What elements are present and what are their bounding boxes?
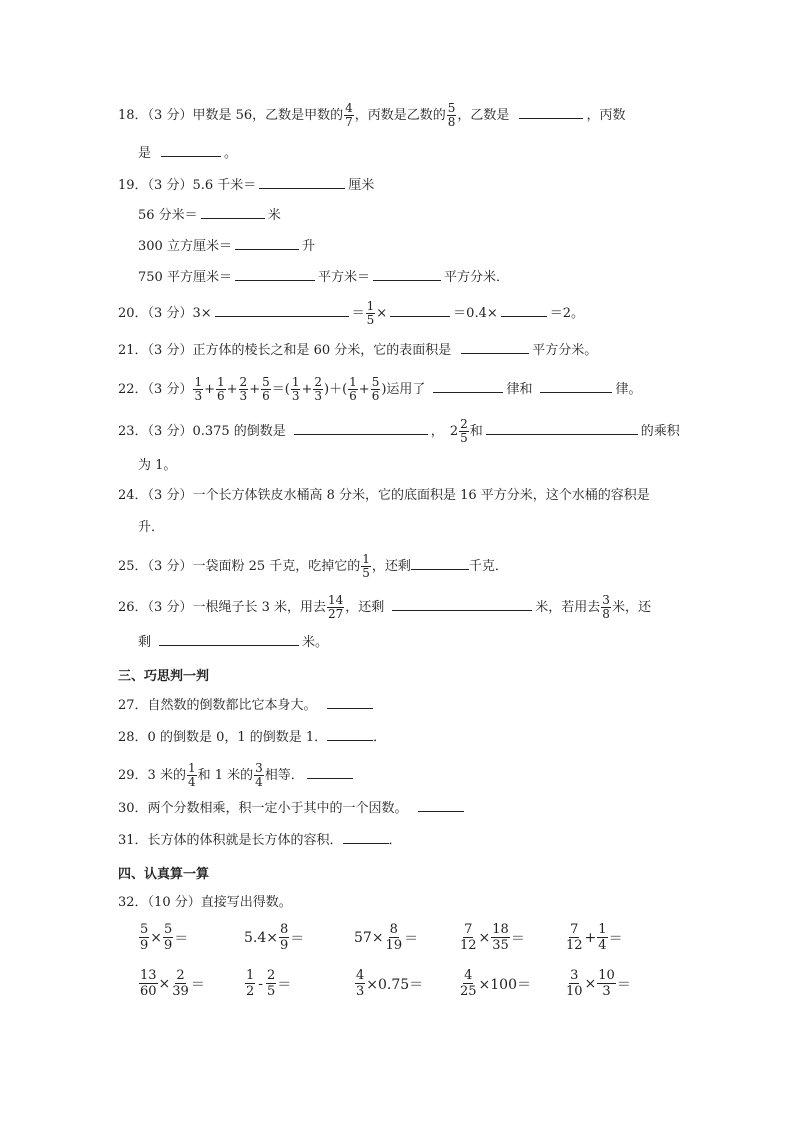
answer-blank[interactable] <box>501 304 547 317</box>
q29-text: 29．3 米的 <box>118 768 186 783</box>
q24-text: 升． <box>138 520 165 535</box>
q19-text: 厘米 <box>348 178 375 193</box>
fraction: $\frac{1}{3}$ <box>291 375 300 403</box>
question-18 <box>118 102 625 129</box>
fraction: $\frac{1}{3}$ <box>194 375 203 403</box>
fraction: $\frac{5}{6}$ <box>262 375 270 403</box>
section-heading: 四、认真算一算 <box>118 867 210 882</box>
question-25 <box>118 553 508 580</box>
answer-blank[interactable] <box>519 106 583 119</box>
section-heading: 三、巧思判一判 <box>118 669 210 684</box>
q19-text: 19．（3 分）5.6 千米＝ <box>118 178 257 193</box>
q30-text: 30．两个分数相乘，积一定小于其中的一个因数。 <box>118 801 408 816</box>
q20-text: × <box>376 306 388 321</box>
question-19-line2 <box>138 206 281 226</box>
calc-item: 57× $\frac{8}{19}$ ＝ <box>354 922 419 953</box>
calc-item: $\frac{4}{25}$ ×100＝ <box>460 968 531 999</box>
question-18-line2 <box>138 144 237 164</box>
question-19-line4 <box>138 268 509 288</box>
q20-text: ＝0.4× <box>453 306 498 321</box>
calc-item: $\frac{5}{9}$ × $\frac{5}{9}$ ＝ <box>140 922 189 953</box>
q21-text: 21．（3 分）正方体的棱长之和是 60 分米，它的表面积是 <box>118 343 452 358</box>
q19-text: 升 <box>301 239 315 254</box>
q21-text: 平方分米。 <box>532 343 598 358</box>
answer-blank[interactable] <box>343 831 389 844</box>
question-26 <box>118 594 651 621</box>
q29-text: 相等． <box>264 768 304 783</box>
question-32 <box>118 893 292 913</box>
mixed-number-whole: 2 <box>449 424 459 439</box>
q32-text: 32．（10 分）直接写出得数。 <box>118 895 292 910</box>
q20-text: ＝2。 <box>549 306 585 321</box>
q19-text: 平方米＝ <box>317 270 370 285</box>
q22-text: 22．（3 分） <box>118 382 193 397</box>
question-19 <box>118 176 374 196</box>
q26-text: 米，若用去 <box>535 600 601 615</box>
plus-sign: + <box>358 382 370 397</box>
q19-text: 平方分米． <box>443 270 509 285</box>
answer-blank[interactable] <box>433 380 503 393</box>
q23-text: ， <box>430 424 444 439</box>
q23-text: 的乘积 <box>640 424 680 439</box>
equals-paren: ＝( <box>271 382 290 397</box>
fraction: $\frac{14}{27}$ <box>327 593 344 621</box>
fraction: $\frac{3}{4}$ <box>255 761 263 789</box>
q28-text: ． <box>373 730 387 745</box>
plus-sign: + <box>226 382 238 397</box>
answer-blank[interactable] <box>418 799 464 812</box>
q18-text: ，丙数 <box>586 108 626 123</box>
q23-text: 23．（3 分）0.375 的倒数是 <box>118 424 286 439</box>
calc-item: $\frac{7}{12}$ + $\frac{1}{4}$ ＝ <box>566 922 623 953</box>
fraction: $\frac{5}{6}$ <box>371 375 380 403</box>
close-paren: ) <box>324 382 330 397</box>
answer-blank[interactable] <box>486 422 638 435</box>
answer-blank[interactable] <box>390 304 450 317</box>
fraction: $\frac{1}{6}$ <box>349 375 357 403</box>
answer-blank[interactable] <box>461 341 529 354</box>
question-23 <box>118 418 680 445</box>
q18-text: ，丙数是乙数的 <box>354 108 446 123</box>
plus-sign: + <box>249 382 261 397</box>
q31-text: 31．长方体的体积就是长方体的容积． <box>118 833 343 848</box>
answer-blank[interactable] <box>294 422 428 435</box>
fraction: $\frac{4}{7}$ <box>345 101 353 129</box>
answer-blank[interactable] <box>215 304 349 317</box>
close-paren: ) <box>381 382 387 397</box>
q19-text: 56 分米＝ <box>138 208 198 223</box>
answer-blank[interactable] <box>540 380 612 393</box>
fraction: $\frac{1}{4}$ <box>187 761 196 789</box>
q26-text: 米。 <box>302 635 329 650</box>
q22-text: 律和 <box>506 382 533 397</box>
q25-text: 千克． <box>468 559 508 574</box>
q23-text: 为 1。 <box>138 458 177 473</box>
fraction: $\frac{2}{3}$ <box>314 375 322 403</box>
q28-text: 28．0 的倒数是 0，1 的倒数是 1． <box>118 730 328 745</box>
question-27 <box>118 696 376 716</box>
q26-text: 剩 <box>138 635 152 650</box>
q18-text: 18．（3 分）甲数是 56，乙数是甲数的 <box>118 108 344 123</box>
question-19-line3 <box>138 237 315 257</box>
answer-blank[interactable] <box>259 176 345 189</box>
fraction: $\frac{3}{8}$ <box>602 593 610 621</box>
calc-item: $\frac{7}{12}$ × $\frac{18}{35}$ ＝ <box>460 922 525 953</box>
q27-text: 27．自然数的倒数都比它本身大。 <box>118 698 317 713</box>
q18-text: 。 <box>224 146 238 161</box>
q25-text: 25．（3 分）一袋面粉 25 千克，吃掉它的 <box>118 559 361 574</box>
answer-blank[interactable] <box>307 766 353 779</box>
question-29 <box>118 762 356 789</box>
answer-blank[interactable] <box>235 268 315 281</box>
fraction: $\frac{1}{5}$ <box>362 552 370 580</box>
question-20 <box>118 300 584 327</box>
q25-text: ，还剩 <box>371 559 411 574</box>
plus-sign: + <box>204 382 215 397</box>
fraction: $\frac{1}{6}$ <box>217 375 225 403</box>
q31-text: ． <box>388 833 402 848</box>
q22-text: 运用了 <box>386 382 426 397</box>
calc-item: 5.4× $\frac{8}{9}$ ＝ <box>244 922 305 953</box>
answer-blank[interactable] <box>392 598 532 611</box>
q18-text: 是 <box>138 146 152 161</box>
question-31 <box>118 831 402 851</box>
q19-text: 米 <box>267 208 281 223</box>
question-28 <box>118 728 386 748</box>
plus-sign: + <box>301 382 313 397</box>
question-23-line2 <box>138 456 176 476</box>
q22-text: 律。 <box>615 382 642 397</box>
answer-blank[interactable] <box>161 144 221 157</box>
q26-text: ，还剩 <box>345 600 385 615</box>
answer-blank[interactable] <box>235 237 299 250</box>
q26-text: 26．（3 分）一根绳子长 3 米，用去 <box>118 600 326 615</box>
question-24 <box>118 486 650 506</box>
answer-blank[interactable] <box>201 206 265 219</box>
question-30 <box>118 799 467 819</box>
fraction: $\frac{5}{8}$ <box>447 101 456 129</box>
question-24-line2 <box>138 518 164 538</box>
q29-text: 和 1 米的 <box>197 768 254 783</box>
question-21 <box>118 341 597 361</box>
fraction: $\frac{2}{3}$ <box>239 375 248 403</box>
fraction: $\frac{1}{5}$ <box>366 299 375 327</box>
q23-text: 和 <box>469 424 483 439</box>
calc-item: $\frac{4}{3}$ ×0.75＝ <box>356 968 424 999</box>
q19-text: 750 平方厘米＝ <box>138 270 232 285</box>
question-22 <box>118 376 641 403</box>
q18-text: ，乙数是 <box>457 108 510 123</box>
answer-blank[interactable] <box>373 268 441 281</box>
calc-item: $\frac{1}{2}$ - $\frac{2}{5}$ ＝ <box>246 968 292 999</box>
q20-text: ＝ <box>351 306 365 321</box>
answer-blank[interactable] <box>327 728 373 741</box>
calc-item: $\frac{3}{10}$ × $\frac{10}{3}$ ＝ <box>566 968 631 999</box>
q19-text: 300 立方厘米＝ <box>138 239 232 254</box>
plus-paren: ＋( <box>329 382 348 397</box>
answer-blank[interactable] <box>411 557 469 570</box>
q20-text: 20．（3 分）3× <box>118 306 212 321</box>
calc-item: $\frac{13}{60}$ × $\frac{2}{39}$ ＝ <box>140 968 205 999</box>
answer-blank[interactable] <box>327 696 373 709</box>
fraction: $\frac{2}{5}$ <box>460 417 468 445</box>
answer-blank[interactable] <box>159 633 299 646</box>
q24-text: 24．（3 分）一个长方体铁皮水桶高 8 分米，它的底面积是 16 平方分米，这个水桶的容积是 <box>118 488 650 503</box>
question-26-line2 <box>138 633 328 653</box>
q26-text: 米，还 <box>611 600 651 615</box>
